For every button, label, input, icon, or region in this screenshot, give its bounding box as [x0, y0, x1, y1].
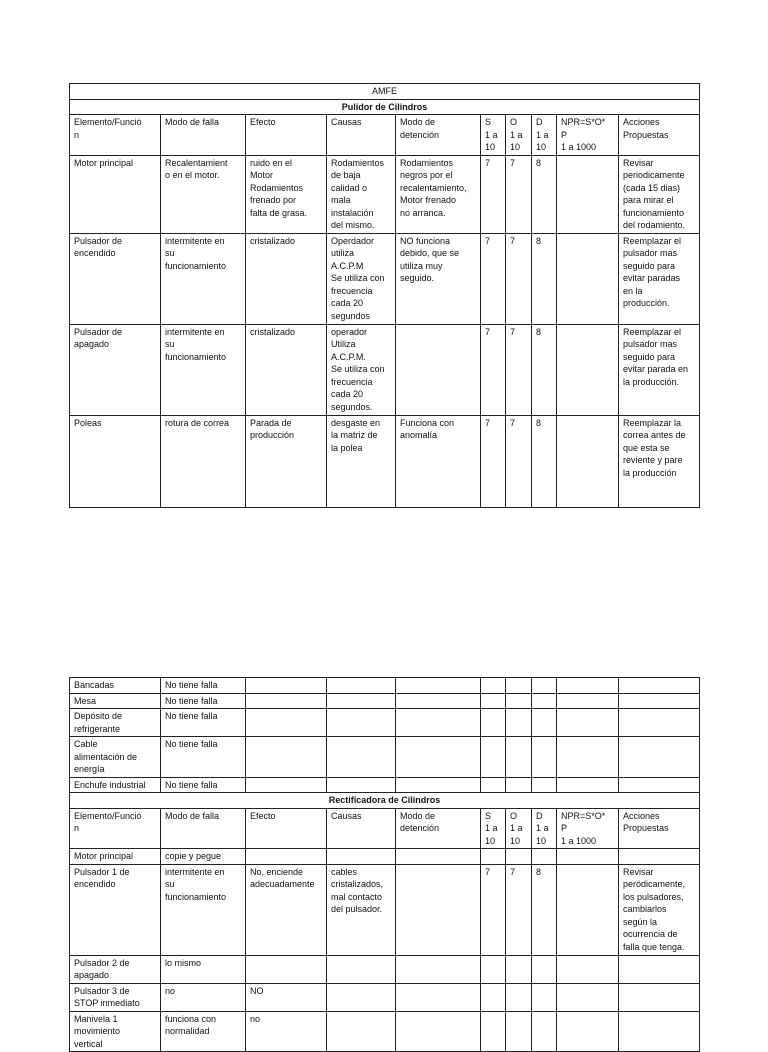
cell-severity — [481, 955, 506, 983]
cell-proposed-actions — [619, 1011, 700, 1052]
table-row — [70, 678, 700, 694]
cell-failure-mode: Modo de falla — [161, 115, 246, 156]
table-row — [70, 864, 700, 955]
cell-detection — [532, 709, 557, 737]
header-row — [70, 808, 700, 849]
cell-occurrence — [506, 737, 532, 778]
header-row — [70, 115, 700, 156]
cell-causes: desgaste en la matriz de la polea — [327, 415, 396, 507]
cell-occurrence: 7 — [506, 324, 532, 415]
cell-occurrence — [506, 777, 532, 793]
cell-detection: 8 — [532, 415, 557, 507]
cell-element: Pulsador 1 de encendido — [70, 864, 161, 955]
cell-proposed-actions — [619, 849, 700, 865]
cell-effect: Efecto — [246, 808, 327, 849]
cell-detection-mode — [396, 693, 481, 709]
section-subtitle-row — [70, 99, 700, 115]
cell-severity — [481, 777, 506, 793]
table-title-row-cell: AMFE — [70, 84, 700, 100]
cell-proposed-actions: Acciones Propuestas — [619, 115, 700, 156]
cell-element: Pulsador 2 de apagado — [70, 955, 161, 983]
cell-element: Cable alimentación de energía — [70, 737, 161, 778]
cell-proposed-actions — [619, 777, 700, 793]
cell-causes — [327, 955, 396, 983]
cell-detection-mode: Funciona con anomalía — [396, 415, 481, 507]
cell-failure-mode: copie y pegue — [161, 849, 246, 865]
cell-detection-mode — [396, 324, 481, 415]
cell-occurrence: O 1 a 10 — [506, 115, 532, 156]
cell-npr — [557, 693, 619, 709]
cell-causes — [327, 693, 396, 709]
cell-severity: S 1 a 10 — [481, 808, 506, 849]
cell-causes — [327, 1011, 396, 1052]
cell-occurrence: 7 — [506, 155, 532, 233]
cell-detection-mode: NO funciona debido, que se utiliza muy seguido. — [396, 233, 481, 324]
cell-npr — [557, 777, 619, 793]
cell-failure-mode: No tiene falla — [161, 777, 246, 793]
cell-occurrence — [506, 693, 532, 709]
cell-element: Motor principal — [70, 155, 161, 233]
cell-npr — [557, 1011, 619, 1052]
cell-npr — [557, 983, 619, 1011]
cell-detection — [532, 737, 557, 778]
cell-proposed-actions — [619, 983, 700, 1011]
cell-effect: ruido en el Motor Rodamientos frenado por falta de grasa. — [246, 155, 327, 233]
table-row — [70, 324, 700, 415]
cell-npr — [557, 155, 619, 233]
table-row — [70, 233, 700, 324]
cell-detection — [532, 1011, 557, 1052]
cell-detection-mode — [396, 777, 481, 793]
cell-occurrence — [506, 849, 532, 865]
cell-severity: S 1 a 10 — [481, 115, 506, 156]
cell-failure-mode: intermitente en su funcionamiento — [161, 864, 246, 955]
cell-occurrence — [506, 955, 532, 983]
cell-element: Pulsador de encendido — [70, 233, 161, 324]
cell-element: Mesa — [70, 693, 161, 709]
cell-causes: Causas — [327, 808, 396, 849]
table-row — [70, 955, 700, 983]
cell-occurrence — [506, 1011, 532, 1052]
table-row — [70, 983, 700, 1011]
cell-causes — [327, 737, 396, 778]
table-row — [70, 849, 700, 865]
cell-detection: D 1 a 10 — [532, 115, 557, 156]
cell-detection-mode — [396, 955, 481, 983]
cell-severity — [481, 983, 506, 1011]
cell-severity: 7 — [481, 155, 506, 233]
cell-effect: Parada de producción — [246, 415, 327, 507]
cell-element: Bancadas — [70, 678, 161, 694]
section-subtitle-row — [70, 793, 700, 809]
cell-proposed-actions: Revisar peródicamente, los pulsadores, cambiarlos según la ocurrencia de falla que tenga. — [619, 864, 700, 955]
table-row — [70, 415, 700, 507]
cell-element: Manivela 1 movimiento vertical — [70, 1011, 161, 1052]
cell-detection — [532, 777, 557, 793]
table-title-row — [70, 84, 700, 100]
cell-effect — [246, 955, 327, 983]
cell-element: Depósito de refrigerante — [70, 709, 161, 737]
cell-causes: operador Utiliza A.C.P.M. Se utiliza con frecuencia cada 20 segundos. — [327, 324, 396, 415]
cell-npr — [557, 849, 619, 865]
cell-failure-mode: Modo de falla — [161, 808, 246, 849]
cell-failure-mode: No tiene falla — [161, 678, 246, 694]
cell-occurrence: 7 — [506, 864, 532, 955]
cell-detection: 8 — [532, 155, 557, 233]
cell-severity — [481, 849, 506, 865]
cell-occurrence — [506, 709, 532, 737]
cell-npr: NPR=S*O* P 1 a 1000 — [557, 808, 619, 849]
cell-severity — [481, 737, 506, 778]
cell-effect — [246, 737, 327, 778]
section-subtitle-row-cell: Pulidor de Cilindros — [70, 99, 700, 115]
table-row — [70, 737, 700, 778]
cell-detection: D 1 a 10 — [532, 808, 557, 849]
cell-failure-mode: No tiene falla — [161, 737, 246, 778]
cell-proposed-actions — [619, 678, 700, 694]
amfe-table-pulidor — [69, 83, 700, 508]
cell-npr — [557, 737, 619, 778]
cell-detection — [532, 983, 557, 1011]
cell-element: Elemento/Funció n — [70, 115, 161, 156]
cell-occurrence: O 1 a 10 — [506, 808, 532, 849]
table-row — [70, 155, 700, 233]
cell-detection — [532, 693, 557, 709]
cell-detection-mode: Modo de detención — [396, 115, 481, 156]
cell-npr: NPR=S*O* P 1 a 1000 — [557, 115, 619, 156]
cell-element: Elemento/Funció n — [70, 808, 161, 849]
cell-proposed-actions: Reemplazar el pulsador mas seguido para evitar parada en la producción. — [619, 324, 700, 415]
cell-proposed-actions — [619, 955, 700, 983]
cell-severity: 7 — [481, 864, 506, 955]
cell-proposed-actions: Acciones Propuestas — [619, 808, 700, 849]
cell-failure-mode: lo mismo — [161, 955, 246, 983]
cell-causes: Causas — [327, 115, 396, 156]
cell-severity — [481, 1011, 506, 1052]
cell-element: Motor principal — [70, 849, 161, 865]
cell-npr — [557, 864, 619, 955]
cell-effect: cristalizado — [246, 233, 327, 324]
cell-failure-mode: intermitente en su funcionamiento — [161, 324, 246, 415]
cell-detection: 8 — [532, 864, 557, 955]
cell-detection-mode — [396, 1011, 481, 1052]
cell-proposed-actions: Revisar periodicamente (cada 15 dias) para mirar el funcionamiento del rodamiento. — [619, 155, 700, 233]
cell-causes — [327, 678, 396, 694]
cell-detection-mode — [396, 983, 481, 1011]
cell-npr — [557, 709, 619, 737]
cell-causes — [327, 709, 396, 737]
cell-causes — [327, 849, 396, 865]
cell-detection-mode — [396, 864, 481, 955]
cell-detection — [532, 678, 557, 694]
cell-detection-mode — [396, 709, 481, 737]
cell-detection — [532, 849, 557, 865]
cell-npr — [557, 955, 619, 983]
cell-severity: 7 — [481, 415, 506, 507]
cell-proposed-actions — [619, 737, 700, 778]
cell-severity: 7 — [481, 233, 506, 324]
cell-npr — [557, 324, 619, 415]
cell-failure-mode: No tiene falla — [161, 693, 246, 709]
cell-effect: cristalizado — [246, 324, 327, 415]
cell-causes — [327, 777, 396, 793]
cell-element: Poleas — [70, 415, 161, 507]
cell-causes — [327, 983, 396, 1011]
cell-severity — [481, 678, 506, 694]
table-row — [70, 709, 700, 737]
cell-element: Pulsador 3 de STOP inmediato — [70, 983, 161, 1011]
cell-causes: cables cristalizados, mal contacto del pulsador. — [327, 864, 396, 955]
cell-npr — [557, 678, 619, 694]
cell-occurrence — [506, 983, 532, 1011]
cell-element: Enchufe industrial — [70, 777, 161, 793]
cell-proposed-actions: Reemplazar el pulsador mas seguido para evitar paradas en la producción. — [619, 233, 700, 324]
cell-failure-mode: No tiene falla — [161, 709, 246, 737]
cell-effect — [246, 709, 327, 737]
cell-effect — [246, 849, 327, 865]
table-row — [70, 693, 700, 709]
cell-detection-mode: Modo de detención — [396, 808, 481, 849]
table-row — [70, 777, 700, 793]
cell-effect — [246, 678, 327, 694]
cell-failure-mode: intermitente en su funcionamiento — [161, 233, 246, 324]
cell-causes: Rodamientos de baja calidad o mala instalación del mismo. — [327, 155, 396, 233]
cell-effect: NO — [246, 983, 327, 1011]
cell-effect — [246, 693, 327, 709]
cell-detection: 8 — [532, 324, 557, 415]
cell-npr — [557, 233, 619, 324]
amfe-table-rectificadora — [69, 677, 700, 1052]
cell-effect: No, enciende adecuadamente — [246, 864, 327, 955]
section-subtitle-row-cell: Rectificadora de Cilindros — [70, 793, 700, 809]
cell-failure-mode: Recalentamient o en el motor. — [161, 155, 246, 233]
cell-detection — [532, 955, 557, 983]
cell-npr — [557, 415, 619, 507]
cell-severity: 7 — [481, 324, 506, 415]
cell-failure-mode: rotura de correa — [161, 415, 246, 507]
cell-detection-mode — [396, 678, 481, 694]
cell-proposed-actions — [619, 693, 700, 709]
cell-failure-mode: funciona con normalidad — [161, 1011, 246, 1052]
cell-occurrence — [506, 678, 532, 694]
cell-severity — [481, 693, 506, 709]
cell-proposed-actions: Reemplazar la correa antes de que esta se reviente y pare la producción — [619, 415, 700, 507]
cell-failure-mode: no — [161, 983, 246, 1011]
cell-detection-mode — [396, 849, 481, 865]
cell-effect — [246, 777, 327, 793]
cell-proposed-actions — [619, 709, 700, 737]
cell-occurrence: 7 — [506, 415, 532, 507]
cell-severity — [481, 709, 506, 737]
cell-occurrence: 7 — [506, 233, 532, 324]
cell-effect: Efecto — [246, 115, 327, 156]
cell-detection-mode — [396, 737, 481, 778]
cell-detection: 8 — [532, 233, 557, 324]
cell-element: Pulsador de apagado — [70, 324, 161, 415]
table-row — [70, 1011, 700, 1052]
cell-effect: no — [246, 1011, 327, 1052]
cell-causes: Operdador utiliza A.C.P.M Se utiliza con frecuencia cada 20 segundos — [327, 233, 396, 324]
cell-detection-mode: Rodamientos negros por el recalentamiento, Motor frenado no arranca. — [396, 155, 481, 233]
